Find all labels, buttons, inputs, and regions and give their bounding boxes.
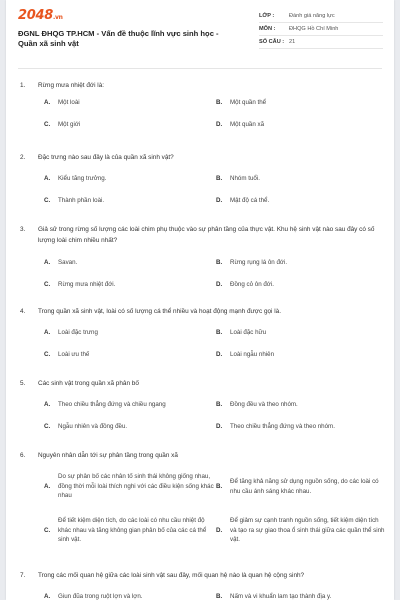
- question: [20, 224, 380, 246]
- meta-row-count: [259, 36, 383, 49]
- question-number: 7.: [20, 572, 26, 579]
- meta-value: Đánh giá năng lực: [289, 13, 335, 19]
- brand-suffix: .vn: [52, 14, 63, 21]
- meta-value: ĐHQG Hồ Chí Minh: [289, 26, 339, 32]
- document-title: ĐGNL ĐHQG TP.HCM - Vấn đề thuộc lĩnh vực sinh học - Quần xã sinh vật: [18, 29, 219, 48]
- option-a[interactable]: A. Một loài: [44, 99, 80, 106]
- meta-row-subject: [259, 23, 383, 36]
- question: [20, 152, 380, 163]
- question: [20, 80, 380, 91]
- option-b[interactable]: B. Đồng đều và theo nhóm.: [216, 401, 298, 408]
- question-number: 3.: [20, 226, 26, 233]
- meta-value: 21: [289, 39, 296, 45]
- question-number: 6.: [20, 452, 26, 459]
- header-divider: [18, 68, 382, 69]
- option-a[interactable]: A. Do sự phân bố các nhân tố sinh thái không giống nhau, đồng thời mỗi loài thích nghi với các điều kiện sống khác nhau: [44, 473, 214, 499]
- option-b[interactable]: B. Rừng rụng lá ôn đới.: [216, 259, 288, 266]
- option-a[interactable]: A. Giun đũa trong ruột lợn và lợn.: [44, 593, 143, 600]
- question: [20, 570, 380, 581]
- option-b[interactable]: B. Loài đặc hữu: [216, 329, 267, 336]
- question-text: Rừng mưa nhiệt đới là:: [38, 82, 105, 89]
- option-b[interactable]: B. Để tăng khả năng sử dụng nguồn sống, do các loài có nhu cầu ánh sáng khác nhau.: [216, 478, 379, 495]
- option-d[interactable]: D. Theo chiều thẳng đứng và theo nhóm.: [216, 423, 335, 430]
- option-d[interactable]: D. Mật độ cá thể.: [216, 197, 270, 204]
- option-b[interactable]: B. Nhóm tuổi.: [216, 175, 260, 182]
- option-c[interactable]: C. Một giới: [44, 121, 81, 128]
- option-c[interactable]: C. Thành phần loài.: [44, 197, 105, 204]
- question-text: Trong quần xã sinh vật, loài có số lượng cá thể nhiều và hoạt động mạnh được gọi là.: [38, 308, 282, 315]
- option-d[interactable]: D. Loài ngẫu nhiên: [216, 351, 275, 358]
- meta-label: MÔN :: [259, 26, 276, 32]
- document-page: [6, 0, 394, 600]
- question-number: 5.: [20, 380, 26, 387]
- option-c[interactable]: C. Rừng mưa nhiệt đới.: [44, 281, 116, 288]
- option-d[interactable]: D. Đồng cỏ ôn đới.: [216, 281, 274, 288]
- option-a[interactable]: A. Theo chiều thẳng đứng và chiều ngang: [44, 401, 166, 408]
- option-c[interactable]: C. Loài ưu thế: [44, 351, 90, 358]
- option-a[interactable]: A. Loài đặc trưng: [44, 329, 98, 336]
- option-d[interactable]: D. Để giảm sự cạnh tranh nguồn sống, tiết kiệm diện tích và tạo ra sự giao thoa ổ sinh thái giữa các quần thể sinh vật.: [216, 517, 385, 543]
- question: [20, 306, 380, 317]
- option-c[interactable]: C. Ngẫu nhiên và đồng đều.: [44, 423, 128, 430]
- question-number: 4.: [20, 308, 26, 315]
- question: [20, 450, 380, 461]
- question-text: Trong các mối quan hệ giữa các loài sinh vật sau đây, mối quan hệ nào là quan hệ cộng sinh?: [38, 572, 305, 579]
- meta-label: SỐ CÂU :: [259, 39, 285, 45]
- question-number: 1.: [20, 82, 26, 89]
- question-text: Đặc trưng nào sau đây là của quần xã sinh vật?: [38, 154, 174, 161]
- option-d[interactable]: D. Một quần xã: [216, 121, 265, 128]
- question-text: Nguyên nhân dẫn tới sự phân tầng trong quần xã: [38, 452, 178, 459]
- question: [20, 378, 380, 389]
- meta-table: [259, 10, 383, 49]
- document-header: [6, 0, 394, 66]
- question-text: Các sinh vật trong quần xã phân bố: [38, 380, 139, 387]
- brand-name: 2048: [18, 8, 53, 23]
- option-c[interactable]: C. Để tiết kiệm diện tích, do các loài có nhu cầu nhiệt độ khác nhau và tăng không gian phân bố của các cá thể sinh vật.: [44, 517, 207, 543]
- meta-label: LỚP :: [259, 13, 275, 19]
- question-number: 2.: [20, 154, 26, 161]
- option-b[interactable]: B. Một quần thể: [216, 99, 267, 106]
- option-a[interactable]: A. Kiểu tăng trưởng.: [44, 175, 107, 182]
- option-a[interactable]: A. Savan.: [44, 259, 78, 266]
- option-b[interactable]: B. Nấm và vi khuẩn lam tạo thành địa y.: [216, 593, 332, 600]
- meta-row-class: [259, 10, 383, 23]
- question-text: Giả sử trong rừng số lượng các loài chim phụ thuộc vào sự phân tầng của thực vật. Khu hệ sinh vật nào sau đây có số lượng loài chim nhiều nhất?: [38, 226, 375, 244]
